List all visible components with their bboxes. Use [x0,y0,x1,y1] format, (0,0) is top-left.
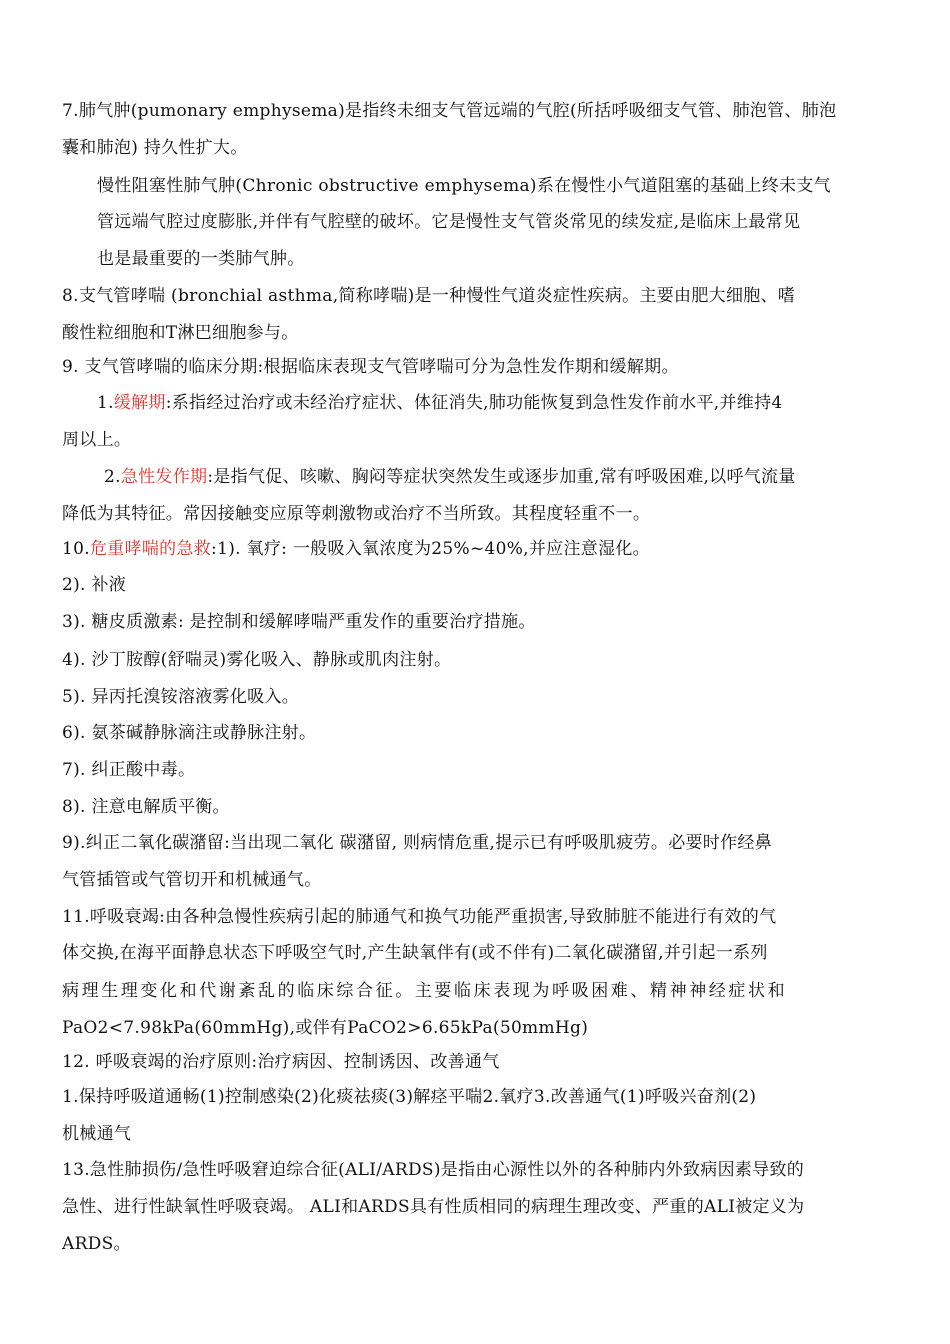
text-line: 13.急性肺损伤/急性呼吸窘迫综合征(ALI/ARDS)是指由心源性以外的各种肺内外致病因素导致的 [62,1160,805,1180]
highlight-term: 危重哮喘的急救 [89,539,212,559]
text-line: 8). 注意电解质平衡。 [62,797,230,817]
text-line: PaO2<7.98kPa(60mmHg),或伴有PaCO2>6.65kPa(50mmHg) [62,1018,589,1038]
text-line: 管远端气腔过度膨胀,并伴有气腔壁的破坏。它是慢性支气管炎常见的续发症,是临床上最常见 [97,212,801,232]
text-line: 气管插管或气管切开和机械通气。 [62,870,322,890]
text-line: 1.保持呼吸道通畅(1)控制感染(2)化痰祛痰(3)解痉平喘2.氧疗3.改善通气(1)呼吸兴奋剂(2) [62,1087,757,1107]
text-line: 周以上。 [62,430,132,450]
text-line: 5). 异丙托溴铵溶液雾化吸入。 [62,687,300,707]
text-line: 病理生理变化和代谢紊乱的临床综合征。主要临床表现为呼吸困难、精神神经症状和 [62,981,788,1001]
text-line: 11.呼吸衰竭:由各种急慢性疾病引起的肺通气和换气功能严重损害,导致肺脏不能进行有效的气 [62,907,777,927]
text-line: 9).纠正二氧化碳潴留:当出现二氧化 碳潴留, 则病情危重,提示已有呼吸肌疲劳。必要时作经鼻 [62,833,772,853]
text-line: 机械通气 [62,1124,132,1144]
text-line: 急性、进行性缺氧性呼吸衰竭。 ALI和ARDS具有性质相同的病理生理改变、严重的ALI被定义为 [62,1197,805,1217]
text-line: 9. 支气管哮喘的临床分期:根据临床表现支气管哮喘可分为急性发作期和缓解期。 [62,357,679,377]
text-line: 7.肺气肿(pumonary emphysema)是指终未细支气管远端的气腔(所括呼吸细支气管、肺泡管、肺泡 [62,101,837,121]
text-line: 4). 沙丁胺醇(舒喘灵)雾化吸入、静脉或肌肉注射。 [62,650,452,670]
text-line: 囊和肺泡) 持久性扩大。 [62,138,248,158]
text-line: 慢性阻塞性肺气肿(Chronic obstructive emphysema)系在慢性小气道阻塞的基础上终未支气 [97,176,831,196]
highlight-term: 缓解期 [113,393,166,413]
line-prefix: 10. [62,539,90,559]
line-prefix: 1. [97,393,114,413]
text-line: 8.支气管哮喘 (bronchial asthma,简称哮喘)是一种慢性气道炎症性疾病。主要由肥大细胞、嗜 [62,286,796,306]
highlight-term: 急性发作期 [120,467,208,487]
text-line [62,538,650,560]
text-line: 体交换,在海平面静息状态下呼吸空气时,产生缺氧伴有(或不伴有)二氧化碳潴留,并引起一系列 [62,943,768,963]
line-text: :1). 氧疗: 一般吸入氧浓度为25%~40%,并应注意湿化。 [211,539,650,559]
text-line: 降低为其特征。常因接触变应原等刺激物或治疗不当所致。其程度轻重不一。 [62,504,651,524]
text-line: 2). 补液 [62,575,127,595]
text-line: 7). 纠正酸中毒。 [62,760,196,780]
text-line: 12. 呼吸衰竭的治疗原则:治疗病因、控制诱因、改善通气 [62,1052,500,1072]
text-line [97,392,782,414]
text-line: 酸性粒细胞和T淋巴细胞参与。 [62,323,299,343]
text-line: 也是最重要的一类肺气肿。 [97,249,305,269]
line-text: :系指经过治疗或未经治疗症状、体征消失,肺功能恢复到急性发作前水平,并维持4 [165,393,783,413]
line-prefix: 2. [104,467,121,487]
text-line: 3). 糖皮质激素: 是控制和缓解哮喘严重发作的重要治疗措施。 [62,612,536,632]
text-line: ARDS。 [62,1234,131,1254]
text-line [104,466,796,488]
line-text: :是指气促、咳嗽、胸闷等症状突然发生或逐步加重,常有呼吸困难,以呼气流量 [207,467,796,487]
text-line: 6). 氨茶碱静脉滴注或静脉注射。 [62,723,317,743]
